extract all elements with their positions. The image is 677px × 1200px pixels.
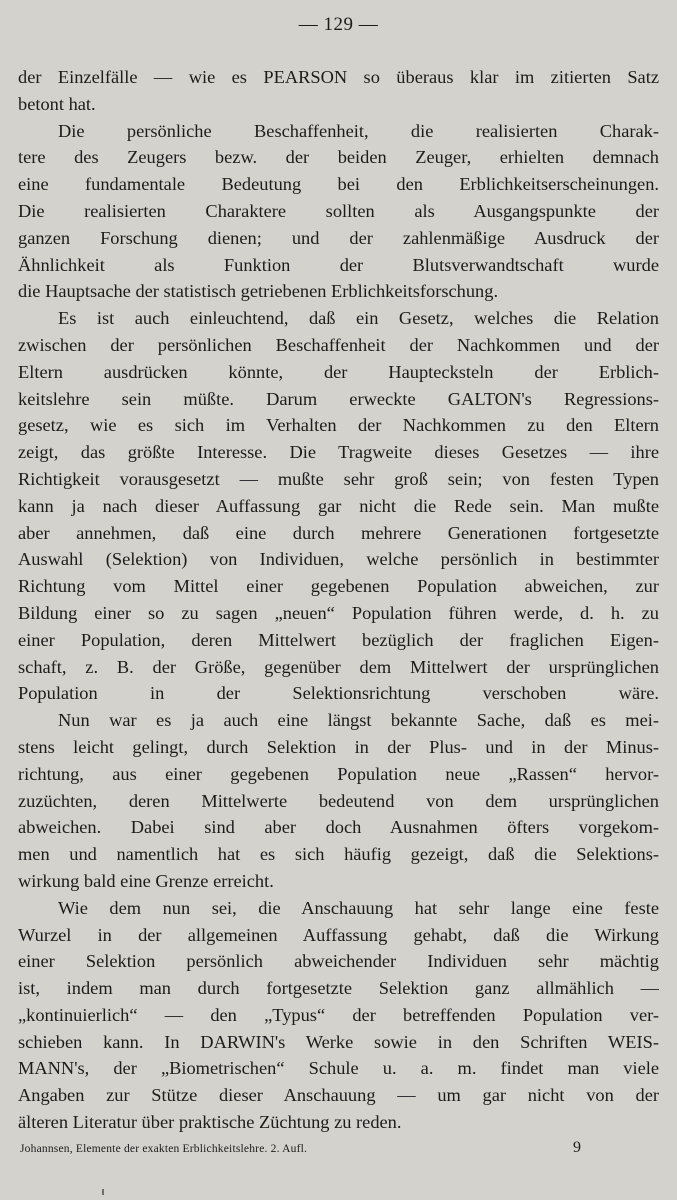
text-line: Eltern ausdrücken könnte, der Hauptecksteln der Erblich-: [18, 361, 659, 382]
text-line: keitslehre sein müßte. Darum erweckte GALTON's Regressions-: [18, 388, 659, 409]
text-line: Auswahl (Selektion) von Individuen, welche persönlich in bestimmter: [18, 549, 659, 570]
text-line: Die persönliche Beschaffenheit, die realisierten Charak-: [58, 120, 659, 141]
text-line: „kontinuierlich“ — den „Typus“ der betreffenden Population ver-: [18, 1004, 659, 1025]
print-speck: [102, 1189, 104, 1195]
text-line: aber annehmen, daß eine durch mehrere Generationen fortgesetzte: [18, 522, 659, 543]
text-line: Angaben zur Stütze dieser Anschauung — um gar nicht von der: [18, 1085, 659, 1106]
footer-signature-number: 9: [573, 1139, 581, 1156]
text-line: kann ja nach dieser Auffassung gar nicht die Rede sein. Man mußte: [18, 495, 659, 516]
text-line: Richtung vom Mittel einer gegebenen Population abweichen, zur: [18, 576, 659, 597]
text-line: stens leicht gelingt, durch Selektion in der Plus- und in der Minus-: [18, 736, 659, 757]
text-line: tere des Zeugers bezw. der beiden Zeuger, erhielten demnach: [18, 147, 659, 168]
text-line: Es ist auch einleuchtend, daß ein Gesetz, welches die Relation: [58, 308, 659, 329]
text-line: abweichen. Dabei sind aber doch Ausnahmen öfters vorgekom-: [18, 817, 659, 838]
text-line: zuzüchten, deren Mittelwerte bedeutend von dem ursprünglichen: [18, 790, 659, 811]
text-line: Wurzel in der allgemeinen Auffassung gehabt, daß die Wirkung: [18, 924, 659, 945]
footer-book-title: Johannsen, Elemente der exakten Erblichkeitslehre. 2. Aufl.: [20, 1143, 308, 1155]
text-line: ganzen Forschung dienen; und der zahlenmäßige Ausdruck der: [18, 227, 659, 248]
text-line: Wie dem nun sei, die Anschauung hat sehr lange eine feste: [58, 897, 659, 918]
page-number-header: — 129 —: [298, 14, 379, 35]
body-text: [18, 64, 659, 1136]
text-line: MANN's, der „Biometrischen“ Schule u. a. m. findet man viele: [18, 1058, 659, 1079]
text-line: einer Selektion persönlich abweichender Individuen sehr mächtig: [18, 951, 659, 972]
text-line: älteren Literatur über praktische Züchtung zu reden.: [18, 1112, 402, 1133]
text-line: Richtigkeit vorausgesetzt — mußte sehr groß sein; von festen Typen: [18, 468, 659, 489]
text-line: Population in der Selektionsrichtung verschoben wäre.: [18, 683, 659, 704]
text-line: Nun war es ja auch eine längst bekannte Sache, daß es mei-: [58, 710, 659, 731]
text-line: zeigt, das größte Interesse. Die Tragweite dieses Gesetzes — ihre: [18, 442, 659, 463]
text-line: Bildung einer so zu sagen „neuen“ Population führen werde, d. h. zu: [18, 602, 659, 623]
text-line: schieben kann. In DARWIN's Werke sowie in den Schriften WEIS-: [18, 1031, 659, 1052]
text-line: schaft, z. B. der Größe, gegenüber dem Mittelwert der ursprünglichen: [18, 656, 659, 677]
text-line: die Hauptsache der statistisch getriebenen Erblichkeitsforschung.: [18, 281, 499, 302]
text-line: Die realisierten Charaktere sollten als Ausgangspunkte der: [18, 200, 659, 221]
text-line: men und namentlich hat es sich häufig gezeigt, daß die Selektions-: [18, 844, 659, 865]
text-line: zwischen der persönlichen Beschaffenheit der Nachkommen und der: [18, 334, 659, 355]
text-line: einer Population, deren Mittelwert bezüglich der fraglichen Eigen-: [18, 629, 659, 650]
text-line: gesetz, wie es sich im Verhalten der Nachkommen zu den Eltern: [18, 415, 659, 436]
text-line: betont hat.: [18, 93, 96, 114]
text-line: ist, indem man durch fortgesetzte Selektion ganz allmählich —: [18, 978, 659, 999]
text-line: der Einzelfälle — wie es PEARSON so überaus klar im zitierten Satz: [18, 67, 659, 87]
text-line: eine fundamentale Bedeutung bei den Erblichkeitserscheinungen.: [18, 174, 659, 195]
text-line: wirkung bald eine Grenze erreicht.: [18, 870, 274, 891]
text-line: richtung, aus einer gegebenen Population neue „Rassen“ hervor-: [18, 763, 659, 784]
text-line: Ähnlichkeit als Funktion der Blutsverwandtschaft wurde: [18, 254, 659, 275]
